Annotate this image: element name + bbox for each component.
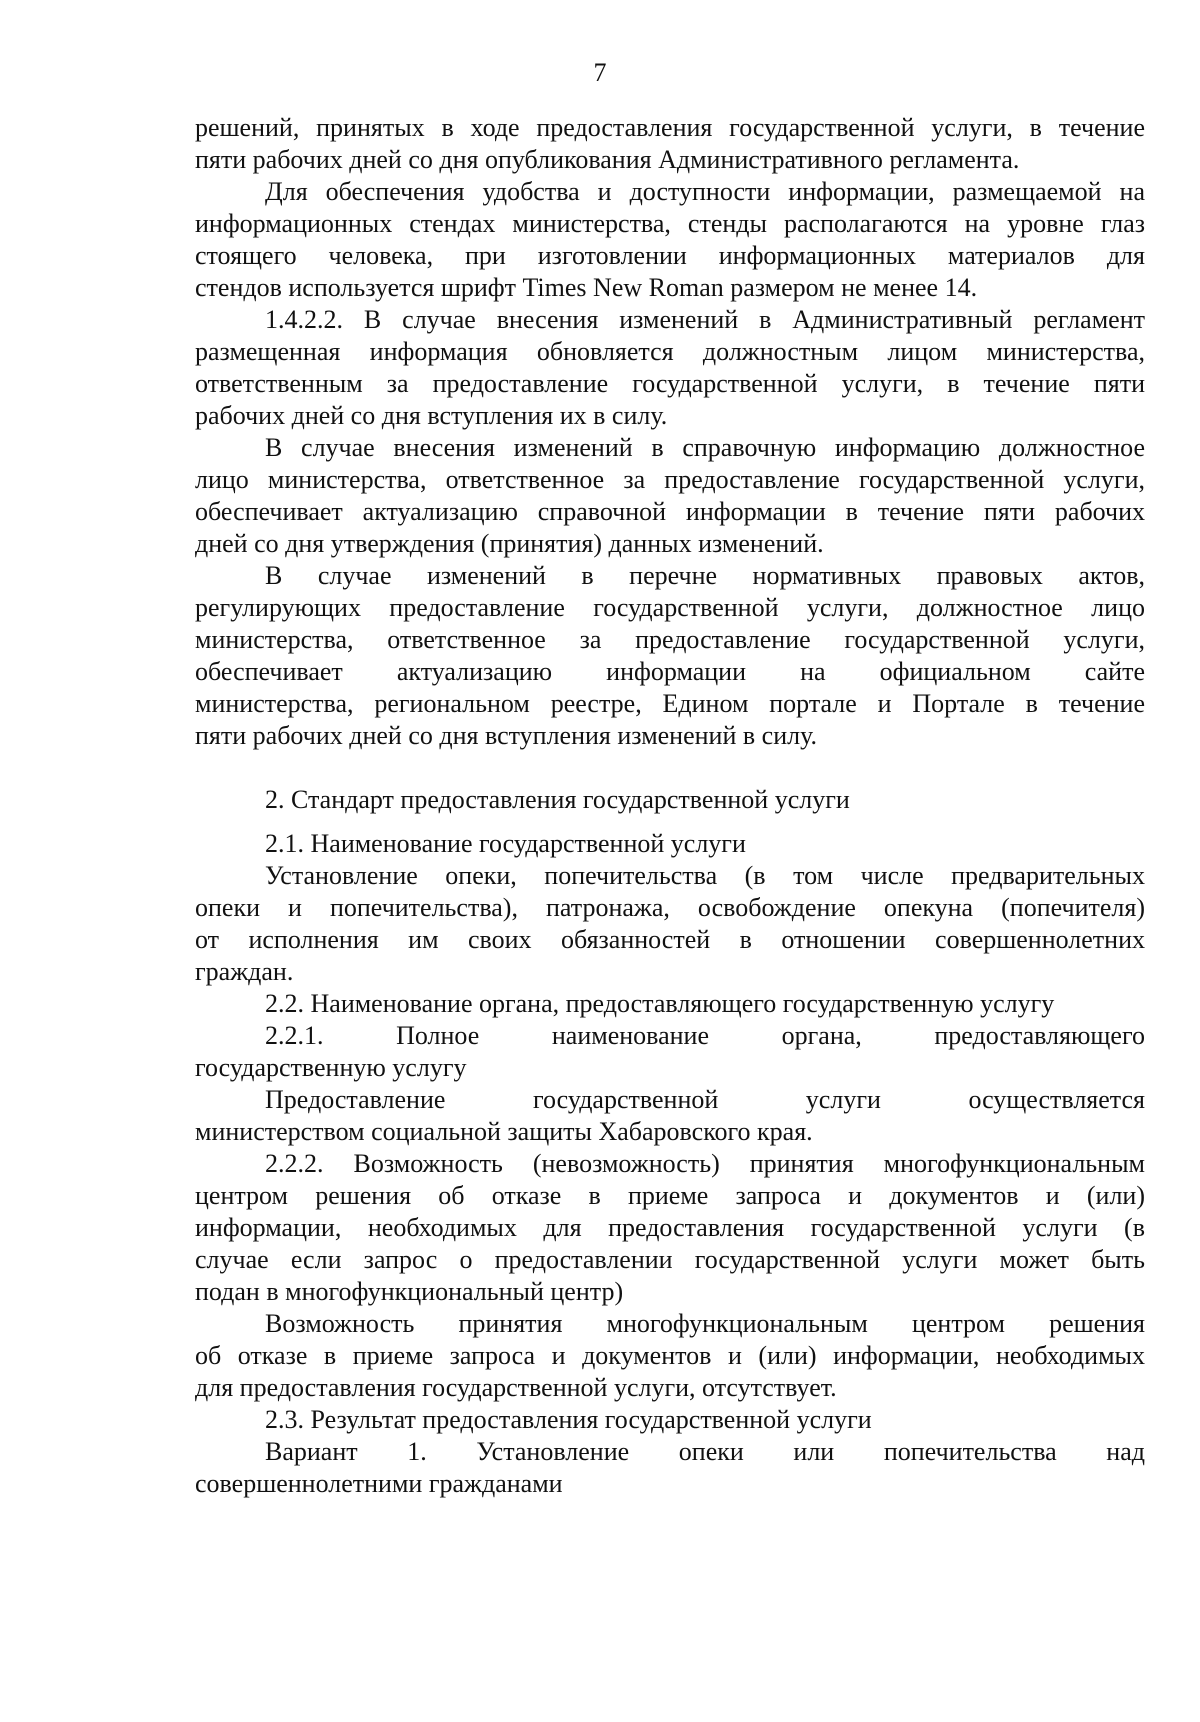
text-line: Вариант 1. Установление опеки или попечительства над	[265, 1437, 1145, 1466]
document-body	[195, 112, 1145, 1500]
text-line: министерства, региональном реестре, Едином портале и Портале в течение	[195, 689, 1145, 718]
text-line: об отказе в приеме запроса и документов и (или) информации, необходимых	[195, 1341, 1145, 1370]
text-line: информационных стендах министерства, стенды располагаются на уровне глаз	[195, 209, 1145, 238]
text-line: пяти рабочих дней со дня вступления изменений в силу.	[195, 721, 817, 750]
paragraph	[195, 1436, 1145, 1500]
text-line: министерством социальной защиты Хабаровского края.	[195, 1117, 813, 1146]
paragraph	[195, 432, 1145, 560]
text-line: граждан.	[195, 957, 294, 986]
text-line: В случае изменений в перечне нормативных правовых актов,	[265, 561, 1145, 590]
text-line: регулирующих предоставление государственной услуги, должностное лицо	[195, 593, 1145, 622]
text-line: Для обеспечения удобства и доступности информации, размещаемой на	[265, 177, 1145, 206]
subsection-heading	[195, 1404, 1145, 1436]
text-line: обеспечивает актуализацию справочной информации в течение пяти рабочих	[195, 497, 1145, 526]
text-line: Установление опеки, попечительства (в том числе предварительных	[265, 861, 1145, 890]
heading-text: 2.3. Результат предоставления государственной услуги	[265, 1405, 872, 1434]
text-line: решений, принятых в ходе предоставления государственной услуги, в течение	[195, 113, 1145, 142]
text-line: случае если запрос о предоставлении государственной услуги может быть	[195, 1245, 1145, 1274]
heading-text: 2.2. Наименование органа, предоставляющего государственную услугу	[265, 989, 1055, 1018]
paragraph	[195, 1084, 1145, 1148]
heading-text: 2. Стандарт предоставления государственной услуги	[265, 785, 850, 814]
paragraph	[195, 560, 1145, 752]
paragraph	[195, 1020, 1145, 1084]
text-line: рабочих дней со дня вступления их в силу.	[195, 401, 668, 430]
text-line: лицо министерства, ответственное за предоставление государственной услуги,	[195, 465, 1145, 494]
text-line: Возможность принятия многофункциональным центром решения	[265, 1309, 1145, 1338]
text-line: стоящего человека, при изготовлении информационных материалов для	[195, 241, 1145, 270]
paragraph	[195, 860, 1145, 988]
paragraph	[195, 112, 1145, 176]
text-line: пяти рабочих дней со дня опубликования Административного регламента.	[195, 145, 1020, 174]
text-line: 2.2.2. Возможность (невозможность) принятия многофункциональным	[265, 1149, 1145, 1178]
text-line: дней со дня утверждения (принятия) данных изменений.	[195, 529, 824, 558]
text-line: стендов используется шрифт Times New Roman размером не менее 14.	[195, 273, 978, 302]
text-line: центром решения об отказе в приеме запроса и документов и (или)	[195, 1181, 1145, 1210]
paragraph	[195, 1148, 1145, 1308]
text-line: опеки и попечительства), патронажа, освобождение опекуна (попечителя)	[195, 893, 1145, 922]
paragraph	[195, 176, 1145, 304]
heading-gap	[195, 816, 1145, 828]
text-line: от исполнения им своих обязанностей в отношении совершеннолетних	[195, 925, 1145, 954]
text-line: 1.4.2.2. В случае внесения изменений в Административный регламент	[265, 305, 1145, 334]
subsection-heading	[195, 988, 1145, 1020]
text-line: информации, необходимых для предоставления государственной услуги (в	[195, 1213, 1145, 1242]
text-line: совершеннолетними гражданами	[195, 1469, 563, 1498]
section-gap	[195, 752, 1145, 784]
text-line: 2.2.1. Полное наименование органа, предоставляющего	[265, 1021, 1145, 1050]
paragraph	[195, 304, 1145, 432]
text-line: размещенная информация обновляется должностным лицом министерства,	[195, 337, 1145, 366]
subsection-heading	[195, 828, 1145, 860]
text-line: ответственным за предоставление государственной услуги, в течение пяти	[195, 369, 1145, 398]
page-number: 7	[593, 58, 607, 87]
heading-text: 2.1. Наименование государственной услуги	[265, 829, 746, 858]
text-line: В случае внесения изменений в справочную информацию должностное	[265, 433, 1145, 462]
text-line: государственную услугу	[195, 1053, 467, 1082]
text-line: министерства, ответственное за предоставление государственной услуги,	[195, 625, 1145, 654]
text-line: Предоставление государственной услуги осуществляется	[265, 1085, 1145, 1114]
paragraph	[195, 1308, 1145, 1404]
text-line: подан в многофункциональный центр)	[195, 1277, 624, 1306]
text-line: для предоставления государственной услуги, отсутствует.	[195, 1373, 837, 1402]
text-line: обеспечивает актуализацию информации на официальном сайте	[195, 657, 1145, 686]
section-heading	[195, 784, 1145, 816]
